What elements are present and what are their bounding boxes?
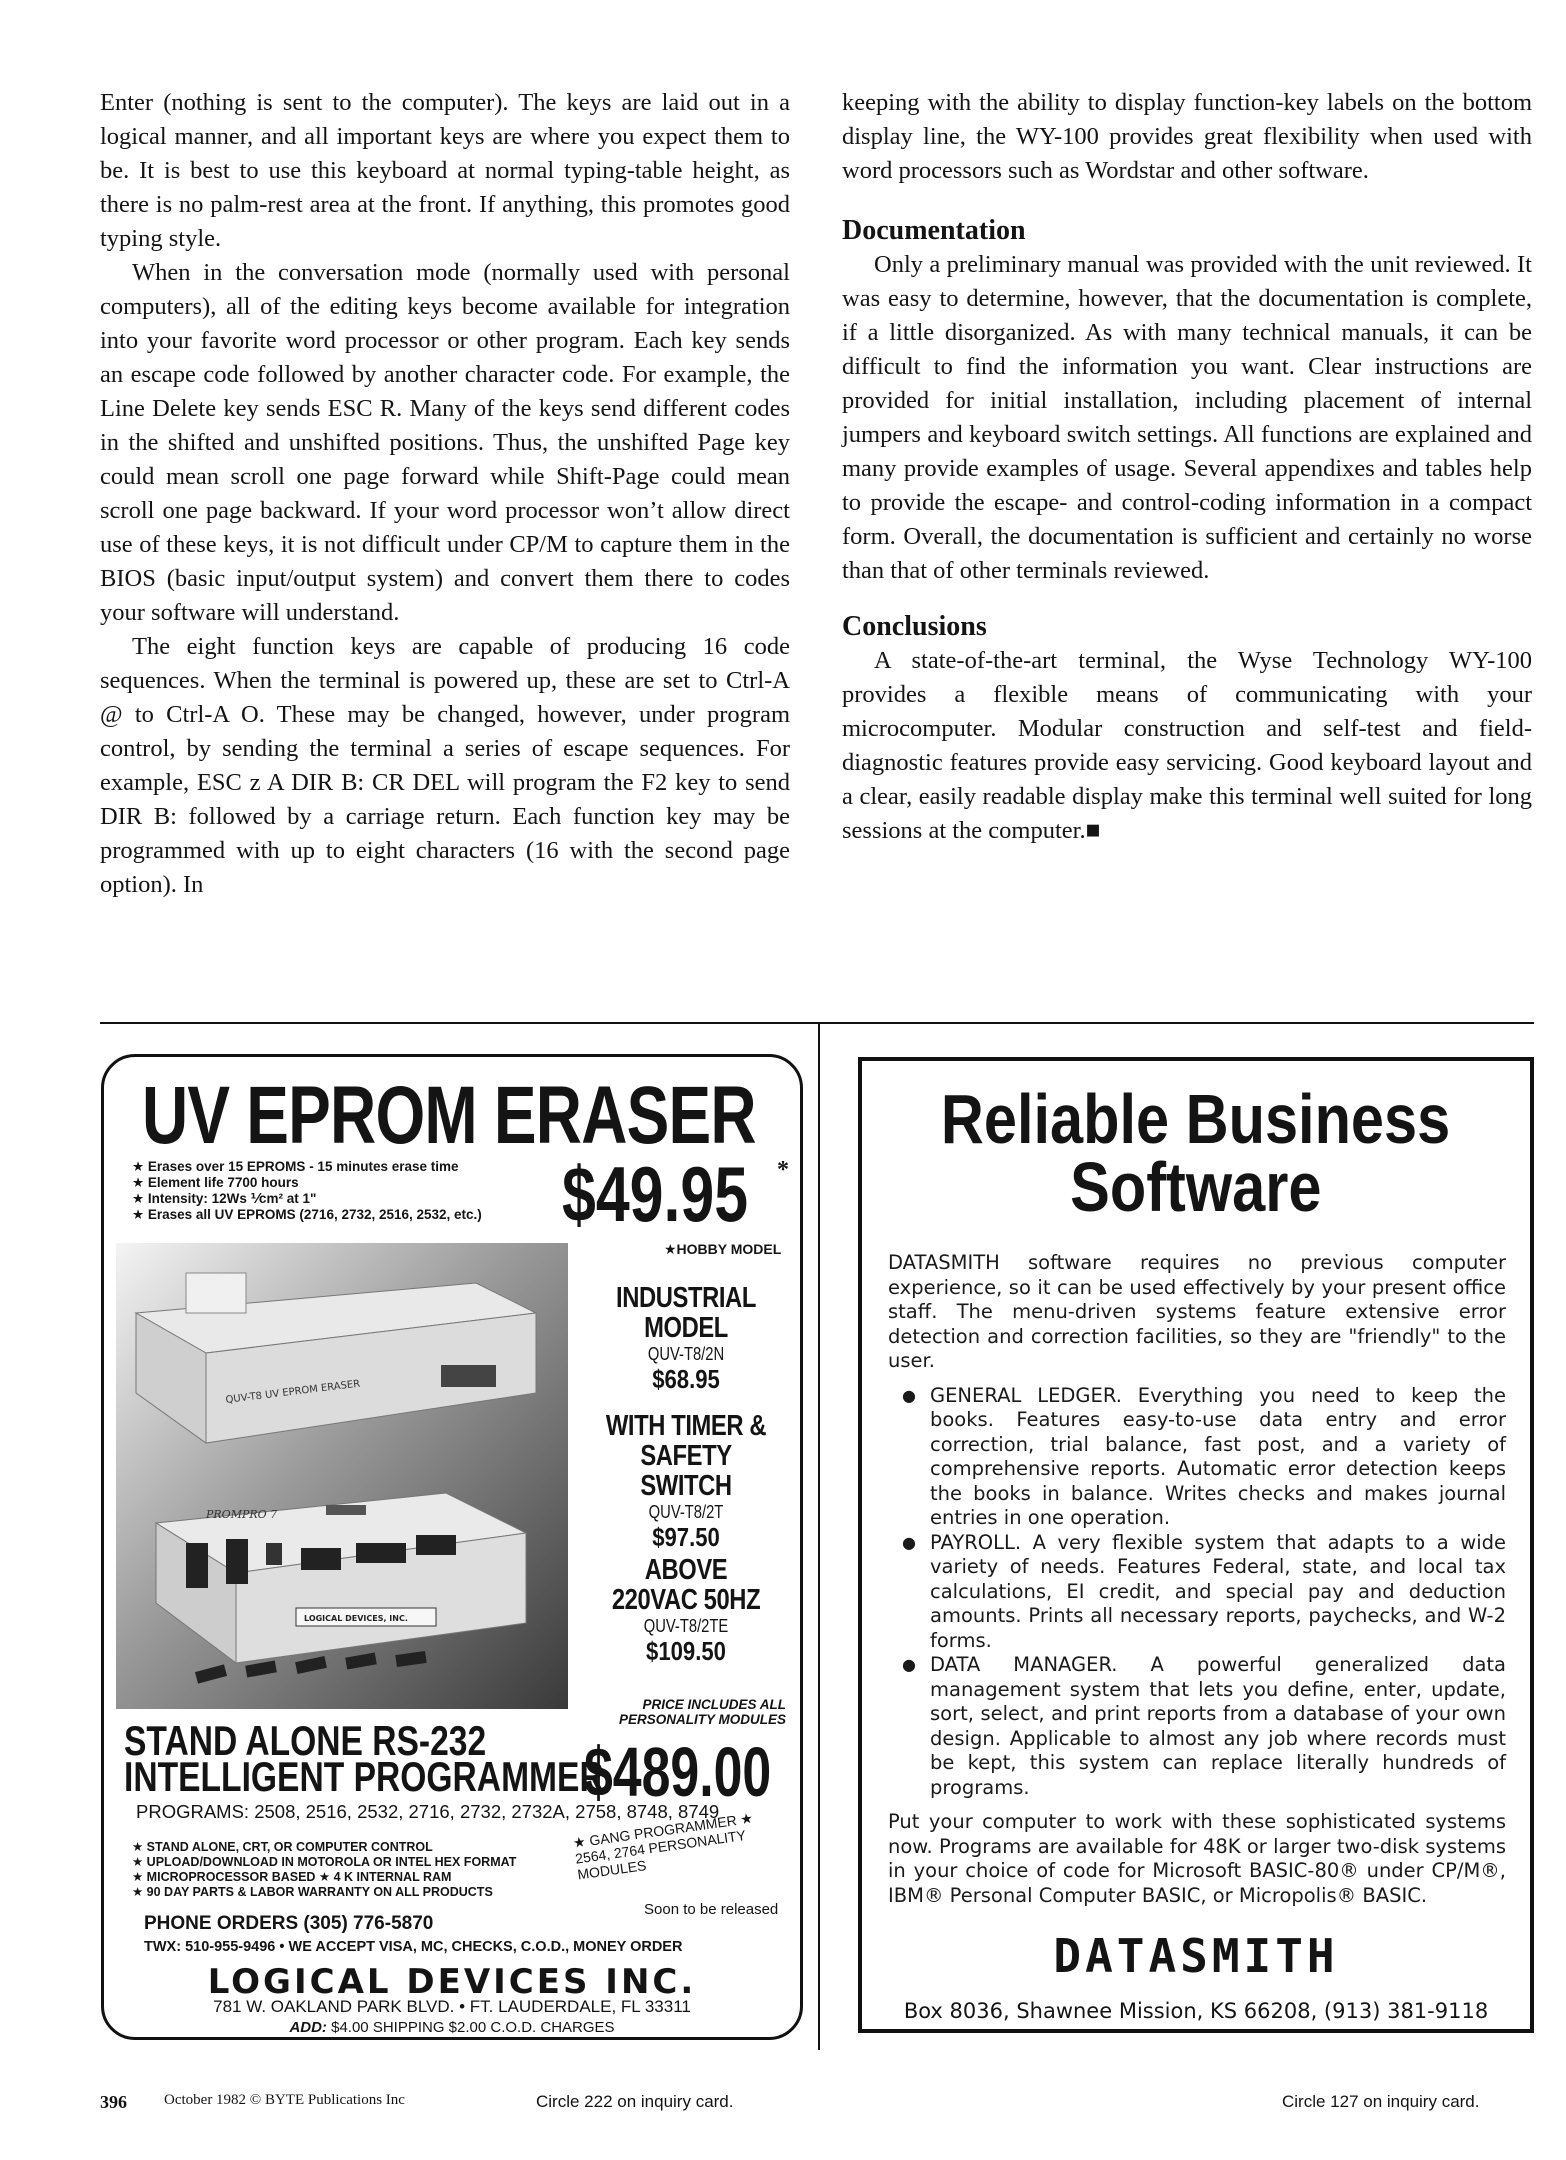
model-price: $68.95 — [652, 1364, 720, 1394]
model-code: QUV-T8/2T — [648, 1502, 724, 1522]
programmer-feature: ★ MICROPROCESSOR BASED ★ 4 K INTERNAL RAM — [132, 1870, 452, 1884]
article-paragraph: When in the conversation mode (normally used with personal computers), all of the editing keys become available for integration into your favorite word processor or other program. Each key sends an escape code followed by another character code. For example, the Line Delete key sends ESC R. Many of the keys send different codes in the shifted and unshifted positions. Thus, the unshifted Page key could mean scroll one page forward while Shift-Page could mean scroll one page backward. If your word processor won’t allow direct use of these keys, it is not difficult under CP/M to capture them in the BIOS (basic input/output system) and convert them there to codes your software will understand. — [100, 259, 790, 626]
page-number: 396 — [100, 2092, 127, 2112]
feature-line: ★ Erases all UV EPROMS (2716, 2732, 2516, 2532, etc.) — [132, 1207, 482, 1222]
inquiry-note-right: Circle 127 on inquiry card. — [1282, 2092, 1480, 2111]
eraser-price: $49.95 — [562, 1150, 749, 1238]
ad-title: UV EPROM ERASER — [142, 1070, 756, 1161]
product-item: ● DATA MANAGER. A powerful generalized data management system that lets you define, enter, update, sort, select, and print reports from a database of your own design. Applicable to almost any job where records must be kept, this system can replace literally hundreds of programs. — [888, 1653, 1506, 1800]
title-line: Reliable Business — [941, 1080, 1451, 1158]
model-name: WITH TIMER & SAFETY SWITCH — [605, 1410, 767, 1502]
company-name: LOGICAL DEVICES INC. — [207, 1962, 697, 2002]
model-name: ABOVE 220VAC 50HZ — [611, 1554, 761, 1616]
price-includes-note: PRICE INCLUDES ALL PERSONALITY MODULES — [618, 1697, 786, 1727]
end-mark: ■ — [1085, 817, 1101, 844]
eprom-eraser-ad — [101, 1054, 803, 2040]
company-photo-label: LOGICAL DEVICES, INC. — [304, 1614, 408, 1623]
section-heading-conclusions: Conclusions — [842, 611, 987, 642]
twx-payment: TWX: 510-955-9496 • WE ACCEPT VISA, MC, CHECKS, C.O.D., MONEY ORDER — [144, 1939, 683, 1955]
article-paragraph: keeping with the ability to display function-key labels on the bottom display line, the WY-100 provides great flexibility when used with word processors such as Wordstar and other software. — [842, 89, 1532, 184]
prompro-label: PROMPRO 7 — [206, 1508, 278, 1521]
phone-orders: PHONE ORDERS (305) 776-5870 — [144, 1913, 434, 1934]
model-industrial — [581, 1283, 791, 1393]
price-asterisk: * — [777, 1157, 789, 1183]
shipping-label: ADD: — [289, 2019, 327, 2036]
datasmith-address: Box 8036, Shawnee Mission, KS 66208, (913) 381-9118 — [903, 1999, 1489, 2023]
programmer-feature: ★ UPLOAD/DOWNLOAD IN MOTOROLA OR INTEL HEX FORMAT — [132, 1855, 517, 1869]
model-price: $109.50 — [646, 1636, 726, 1666]
soon-released-note: Soon to be released — [644, 1901, 779, 1918]
product-photo-illustration — [116, 1243, 568, 1709]
datasmith-ad — [858, 1057, 1534, 2033]
product-list — [888, 1384, 1506, 1801]
article-paragraph — [842, 644, 1532, 848]
shipping-charges: $4.00 SHIPPING $2.00 C.O.D. CHARGES — [331, 2019, 615, 2036]
article-paragraph: Only a preliminary manual was provided with the unit reviewed. It was easy to determine, however, that the documentation is complete, if a little disorganized. As with many technical manuals, it can be difficult to find the information you want. Clear instructions are provided for initial installation, including placement of internal jumpers and keyboard switch settings. All functions are explained and many provide examples of usage. Several appendixes and tables help to provide the escape- and control-coding information in a compact form. Overall, the documentation is sufficient and certainly no worse than that of other terminals reviewed. — [842, 251, 1532, 584]
article-paragraph: Enter (nothing is sent to the computer). The keys are laid out in a logical manner, and all important keys are where you expect them to be. It is best to use this keyboard at normal typing-table height, as there is no palm-rest area at the front. If anything, this promotes good typing style. — [100, 89, 790, 252]
programmer-price: $489.00 — [584, 1733, 772, 1811]
shipping-line — [104, 2019, 800, 2036]
model-timer — [581, 1411, 791, 1551]
article-right-column — [842, 86, 1532, 848]
vertical-rule — [818, 1022, 820, 2050]
ad-title — [862, 1080, 1530, 1226]
model-code: QUV-T8/2TE — [643, 1616, 729, 1636]
model-price: $97.50 — [652, 1522, 720, 1552]
ad-body — [888, 1251, 1506, 1918]
gang-programmer-note: ★ GANG PROGRAMMER ★ 2564, 2764 PERSONALITY MODULES — [572, 1809, 754, 1883]
feature-line: ★ Element life 7700 hours — [132, 1175, 299, 1190]
product-item: ● GENERAL LEDGER. Everything you need to keep the books. Features easy-to-use data entry and error correction, trial balance, fast post, and a variety of comprehensive reports. Automatic error detection keeps the books in balance. Writes checks and makes journal entries in one operation. — [888, 1384, 1506, 1531]
feature-line: ★ Erases over 15 EPROMS - 15 minutes erase time — [132, 1159, 459, 1174]
product-item: ● PAYROLL. A very flexible system that adapts to a wide variety of needs. Features Federal, state, and local tax calculations, EI credit, and special pay and deduction amounts. Prints all necessary reports, paychecks, and W-2 forms. — [888, 1531, 1506, 1654]
programmer-feature: ★ 90 DAY PARTS & LABOR WARRANTY ON ALL PRODUCTS — [132, 1885, 493, 1899]
inquiry-note-left: Circle 222 on inquiry card. — [536, 2092, 734, 2111]
intro-text: DATASMITH software requires no previous computer experience, so it can be used effectively by your present office staff. The menu-driven systems feature extensive error detection and correction facilities, so they are "friendly" to the user. — [888, 1251, 1506, 1372]
programmer-feature: ★ STAND ALONE, CRT, OR COMPUTER CONTROL — [132, 1840, 433, 1854]
article-left-column — [100, 86, 790, 902]
programs-list: PROGRAMS: 2508, 2516, 2532, 2716, 2732, 2732A, 2758, 8748, 8749 — [136, 1801, 720, 1822]
issue-credit: October 1982 © BYTE Publications Inc — [164, 2092, 405, 2108]
conclusions-text: A state-of-the-art terminal, the Wyse Technology WY-100 provides a flexible means of communicating with your microcomputer. Modular construction and self-test and field-diagnostic features provide easy servicing. Good keyboard layout and a clear, easily readable display make this terminal well suited for long sessions at the computer. — [842, 647, 1532, 844]
model-220vac — [581, 1555, 791, 1665]
product-photo — [116, 1243, 568, 1709]
title-line: Software — [1070, 1148, 1322, 1226]
feature-line: ★ Intensity: 12Ws ⅟cm² at 1" — [132, 1191, 317, 1206]
model-code: QUV-T8/2N — [647, 1344, 725, 1364]
closing-text: Put your computer to work with these sophisticated systems now. Programs are available for 48K or larger two-disk systems in your choice of code for Microsoft BASIC-80® under CP/M®, IBM® Personal Computer BASIC, or Micropolis® BASIC. — [888, 1810, 1506, 1907]
horizontal-rule — [100, 1022, 1534, 1024]
section-heading-documentation: Documentation — [842, 215, 1026, 246]
company-address: 781 W. OAKLAND PARK BLVD. • FT. LAUDERDALE, FL 33311 — [213, 1997, 691, 2016]
datasmith-logo: DATASMITH — [1053, 1929, 1339, 1983]
programmer-heading: INTELLIGENT PROGRAMMER — [124, 1753, 604, 1800]
eraser-label: QUV-T8 UV EPROM ERASER — [225, 1378, 361, 1406]
article-paragraph: The eight function keys are capable of producing 16 code sequences. When the terminal is powered up, these are set to Ctrl-A @ to Ctrl-A O. These may be changed, however, under program control, by sending the terminal a series of escape sequences. For example, ESC z A DIR B: CR DEL will program the F2 key to send DIR B: followed by a carriage return. Each function key may be programmed with up to eight characters (16 with the second page option). In — [100, 633, 790, 898]
model-name: INDUSTRIAL MODEL — [616, 1282, 756, 1344]
stand-alone-heading: STAND ALONE RS-232 — [124, 1717, 487, 1764]
hobby-model-note: ★HOBBY MODEL — [664, 1241, 782, 1257]
